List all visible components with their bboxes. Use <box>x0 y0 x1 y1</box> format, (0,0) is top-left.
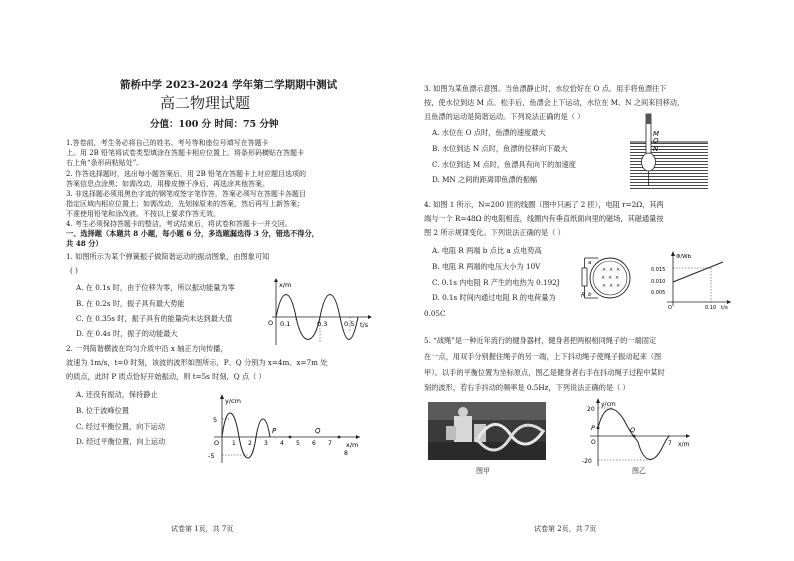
flux-line <box>673 262 723 282</box>
q5-y-label: y/cm <box>601 401 616 408</box>
q4-option-d: D. 0.1s 时间内通过电阻 R 的电荷量为 <box>432 293 556 302</box>
q1-tick: 0.1 <box>280 320 291 328</box>
q4-coil-figure <box>580 252 632 306</box>
q3-stem: 且鱼漂的运动是简谐运动。下列说法正确的是（ ） <box>424 112 585 121</box>
q4-option-d-cont: 0.05C <box>424 309 446 318</box>
q5-stem: 刻的波形，若右手抖动的频率是 0.5Hz，下列说法正确的是（ ） <box>424 383 630 392</box>
q5-x-tick: 7 <box>668 440 672 447</box>
q3-stem: 按，使水位到达 M 点。松手后，鱼漂会上下运动，水位在 M、N 之间来回移动， <box>424 98 685 107</box>
right-page-footer: 试卷第 2页，共 7页 <box>534 525 597 533</box>
q4-origin: O <box>668 305 672 310</box>
q1-answer-blank: ( ) <box>70 266 78 275</box>
float-body <box>642 153 656 171</box>
q2-point-p: P <box>272 427 277 435</box>
q5-fig-b-caption: 图乙 <box>632 467 646 475</box>
q3-stem: 3. 如图为某鱼漂示意图。当鱼漂静止时，水位恰好在 O 点。用手将鱼漂往下 <box>424 84 667 93</box>
q3-fishing-float-figure <box>628 112 710 192</box>
q4-x-label: t/s <box>721 305 728 310</box>
instruction-line: 答案信息点涂黑；如需改动，用橡皮擦干净后，再选涂其他答案。 <box>66 180 269 188</box>
q2-x-tick: 3 <box>264 440 268 447</box>
q4-stem: 图 2 所示规律变化。下列说法正确的是（ ） <box>424 228 565 237</box>
q3-option-d: D. MN 之间的距离即鱼漂的振幅 <box>432 175 538 184</box>
q2-point-q: Q <box>315 427 321 435</box>
q3-option-b: B. 水位到达 N 点时，鱼漂的位移向下最大 <box>432 144 568 153</box>
q2-x-label: x/m <box>346 441 359 449</box>
q1-origin: O <box>268 319 274 327</box>
subject-title: 高二物理试题 <box>160 94 251 112</box>
svg-text:×: × <box>615 275 620 281</box>
q1-option-a: A. 在 0.1s 时，由于位移为零，所以振动能量为零 <box>76 283 235 292</box>
instruction-line: 1.答卷前，考生务必将自己的姓名、考号等和座位号填写在答题卡 <box>66 139 269 147</box>
q4-y-tick: 0.005 <box>651 290 666 296</box>
q5-point-q: Q <box>630 426 636 434</box>
q5-stem: 在一点，用双手分别握住绳子的另一端，上下抖动绳子使绳子振动起来（图 <box>424 352 662 361</box>
q4-resistor-label: R <box>581 292 586 299</box>
q1-x-label: t/s <box>360 321 369 329</box>
q2-y-label: y/cm <box>225 397 241 405</box>
q4-option-b: B. 电阻 R 两端的电压大小为 10V <box>432 262 541 271</box>
q3-option-c: C. 水位到达 M 点时，鱼漂具有向下的加速度 <box>432 160 576 169</box>
q2-origin: O <box>214 439 220 447</box>
q4-option-c: C. 0.1s 内电阻 R 产生的电热为 0.192J <box>432 278 560 287</box>
q1-y-label: x/m <box>279 281 292 289</box>
q2-y-tick: -5 <box>208 452 215 460</box>
q5-stem: 甲）。以手的平衡位置为坐标原点，图乙是健身者右手在抖动绳子过程中某时 <box>424 368 665 377</box>
svg-text:×: × <box>616 283 621 289</box>
q2-stem: 的质点，此时 P 质点恰好开始振动，则 t=5s 时刻，Q 点（ ） <box>66 372 266 381</box>
instruction-line: 4. 考生必须保持答题卡的整洁。考试结束后，将试卷和答题卡一并交回。 <box>66 220 292 228</box>
svg-text:×: × <box>602 267 607 273</box>
svg-text:×: × <box>602 283 607 289</box>
q2-x-tick: 8 <box>344 450 348 457</box>
q2-wave-graph <box>204 393 364 465</box>
instruction-line: 上。用 2B 铅笔将试卷类型填涂在答题卡相应位置上。将条形码横贴在答题卡 <box>66 149 305 157</box>
q4-stem: 4. 如图 1 所示，N=200 匝的线圈（图中只画了 2 匝），电阻 r=2Ω，其两 <box>424 200 664 209</box>
instruction-line: 指定区域内相应位置上；如需改动，先划掉原来的答案，然后再写上新答案； <box>66 200 304 208</box>
q4-x-tick: 0.10 <box>705 305 717 310</box>
q5-y-tick: 20 <box>587 406 595 413</box>
svg-text:×: × <box>616 267 621 273</box>
svg-text:×: × <box>609 283 614 289</box>
q4-stem: 端与一个 R=48Ω 的电阻相连，线圈内有垂直纸面向里的磁场，其磁通量按 <box>424 214 664 223</box>
water <box>630 142 708 190</box>
q2-x-tick: 6 <box>312 440 316 447</box>
q2-stem: 2. 一列简谐横波在均匀介质中沿 x 轴正方向传播， <box>66 344 228 353</box>
q2-option-a: A. 还没有振动，保持静止 <box>76 390 158 399</box>
q1-tick: 0.5 <box>344 320 355 328</box>
q2-y-tick: 5 <box>213 416 218 424</box>
svg-text:×: × <box>601 275 606 281</box>
q2-x-tick: 7 <box>328 440 332 447</box>
instruction-line: 不准使用铅笔和涂改液。不按以上要求作答无效。 <box>66 210 220 218</box>
score-time: 分值：100 分 时间：75 分钟 <box>150 119 279 130</box>
q1-option-b: B. 在 0.2s 时，振子具有最大势能 <box>76 299 185 308</box>
q3-label-m: M <box>653 130 660 138</box>
q5-origin: O <box>591 439 596 446</box>
school-title: 箭桥中学 2023-2024 学年第二学期期中测试 <box>120 79 338 91</box>
q5-fig-a-caption: 图甲 <box>476 467 490 475</box>
q4-point-a: a <box>588 260 592 266</box>
q5-y-tick: -20 <box>582 458 592 465</box>
q2-option-b: B. 位于波峰位置 <box>76 406 129 415</box>
q5-x-label: x/m <box>678 441 690 448</box>
left-page-footer: 试卷第 1页，共 7页 <box>171 525 234 533</box>
q5-battle-rope-photo <box>428 402 546 460</box>
instruction-line: 右上角“条形码粘贴处”。 <box>66 159 144 167</box>
q1-tick: 0.3 <box>317 320 328 328</box>
q5-point-p: P <box>591 424 595 432</box>
q3-label-n: N <box>653 145 659 153</box>
instruction-line: 2. 作答选择题时，选出每小题答案后，用 2B 铅笔在答题卡上对应题目选项的 <box>66 170 306 178</box>
q2-option-c: C. 经过平衡位置，向下运动 <box>76 422 165 431</box>
q2-stem: 波速为 1m/s，t=0 时刻，该波的波形如图所示，P、Q 分别为 x=4m、x=7m 处 <box>66 358 328 367</box>
section-heading: 一、选择题（本题共 8 小题，每小题 6 分，多选题漏选得 3 分，错选不得分， <box>66 229 319 238</box>
resistor <box>582 268 587 286</box>
q2-x-tick: 4 <box>280 440 284 447</box>
q1-oscillation-graph <box>262 277 372 347</box>
q1-stem: 1. 如图所示为某个弹簧振子做简谐运动的振动图象，由图象可知 <box>66 252 270 261</box>
section-heading-cont: 共 48 分） <box>66 239 103 248</box>
q5-stem: 5. “战绳”是一种近年流行的健身器材，健身者把两根相同绳子的一端固定 <box>424 336 657 345</box>
q4-flux-graph <box>643 250 735 310</box>
q4-option-a: A. 电阻 R 两端 b 点比 a 点电势高 <box>432 246 542 255</box>
q2-x-tick: 5 <box>296 440 300 447</box>
q4-point-b: b <box>588 292 592 298</box>
q2-x-tick: 2 <box>248 440 252 447</box>
q4-y-tick: 0.010 <box>651 279 666 285</box>
q4-y-tick: 0.015 <box>651 267 666 273</box>
q5-wave-graph <box>582 398 694 468</box>
q4-y-label: Φ/Wb <box>676 254 692 260</box>
q2-option-d: D. 经过平衡位置，向上运动 <box>76 437 166 446</box>
q2-x-tick: 1 <box>232 440 236 447</box>
svg-text:×: × <box>608 275 613 281</box>
svg-text:×: × <box>609 267 614 273</box>
q3-option-a: A. 水位在 O 点时，鱼漂的速度最大 <box>432 128 546 137</box>
q1-option-d: D. 在 0.4s 时，振子的动能最大 <box>76 329 178 338</box>
q3-label-o: O <box>653 137 659 145</box>
athlete <box>454 416 472 442</box>
instruction-line: 3. 非选择题必须用黑色字迹的钢笔或签字笔作答，答案必须写在答题卡各题目 <box>66 190 306 198</box>
q1-option-c: C. 在 0.35s 时，振子具有的能量尚未达到最大值 <box>76 314 233 323</box>
